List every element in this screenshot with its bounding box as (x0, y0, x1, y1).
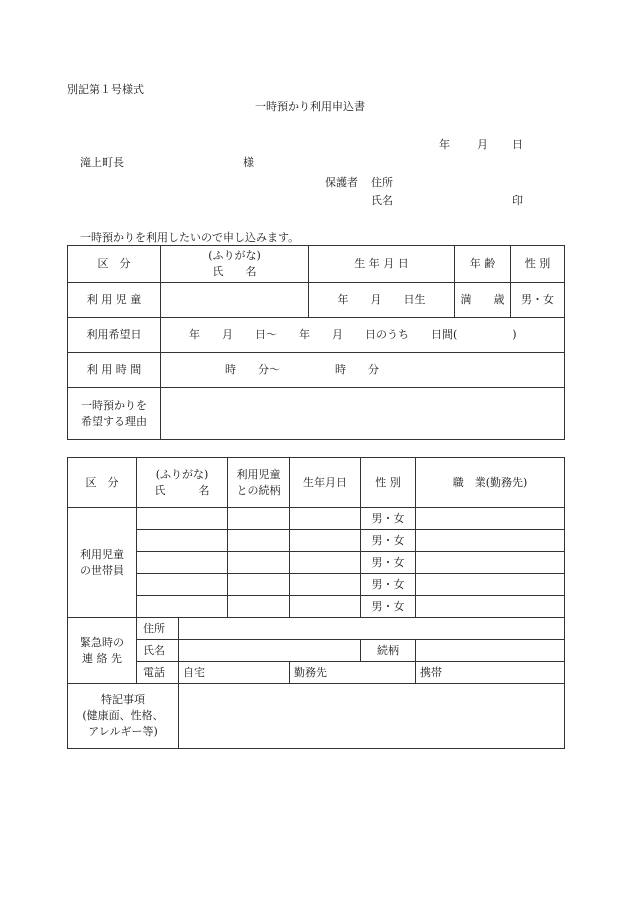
emergency-relation-label: 続柄 (361, 640, 416, 662)
emergency-label-line1: 緊急時の (80, 635, 124, 649)
household-members-label (68, 508, 137, 618)
emergency-label-line2: 連 絡 先 (82, 651, 122, 665)
usage-time-label: 利 用 時 間 (68, 353, 161, 388)
household-label-line1: 利用児童 (80, 547, 124, 561)
member-occupation-field[interactable] (416, 530, 565, 552)
honorific: 様 (243, 156, 254, 169)
occupation-header: 職 業(勤務先) (416, 458, 565, 508)
notes-label-line3: アレルギー等) (88, 724, 158, 738)
member-birthdate-field[interactable] (290, 552, 361, 574)
member-name-field[interactable] (137, 596, 228, 618)
member-relation-field[interactable] (228, 574, 290, 596)
emergency-phone-label: 電話 (137, 662, 179, 684)
guardian-label: 保護者 (325, 176, 358, 189)
emergency-name-label: 氏名 (137, 640, 179, 662)
member-sex-field[interactable]: 男・女 (361, 508, 416, 530)
name-header (161, 246, 309, 283)
member-sex-field[interactable]: 男・女 (361, 596, 416, 618)
member-occupation-field[interactable] (416, 574, 565, 596)
form-number: 別記第１号様式 (67, 83, 144, 96)
child-age-field[interactable]: 満 歳 (455, 283, 511, 318)
birthdate-header: 生 年 月 日 (309, 246, 455, 283)
member-birthdate-field[interactable] (290, 574, 361, 596)
category-header: 区 分 (68, 246, 161, 283)
member-occupation-field[interactable] (416, 552, 565, 574)
child-row-label: 利 用 児 童 (68, 283, 161, 318)
name-header-2 (137, 458, 228, 508)
member-name-field[interactable] (137, 552, 228, 574)
reason-label-line2: 希望する理由 (81, 414, 147, 428)
sex-header: 性 別 (511, 246, 565, 283)
notes-label-line1: 特記事項 (101, 693, 145, 707)
date-day: 日 (512, 138, 523, 151)
guardian-name-label: 氏名 (371, 194, 393, 207)
member-occupation-field[interactable] (416, 508, 565, 530)
member-relation-field[interactable] (228, 508, 290, 530)
member-relation-field[interactable] (228, 552, 290, 574)
child-sex-field[interactable]: 男・女 (511, 283, 565, 318)
member-name-field[interactable] (137, 508, 228, 530)
name-label: 氏 名 (212, 265, 257, 278)
date-year: 年 (439, 138, 450, 151)
child-info-table (67, 245, 565, 440)
furigana-label: (ふりがな) (208, 249, 261, 263)
special-notes-label (68, 684, 179, 749)
member-sex-field[interactable]: 男・女 (361, 574, 416, 596)
reason-field[interactable] (161, 388, 565, 440)
date-month: 月 (477, 138, 488, 151)
member-name-field[interactable] (137, 530, 228, 552)
relation-header (228, 458, 290, 508)
child-birthdate-field[interactable]: 年 月 日生 (309, 283, 455, 318)
work-phone-field[interactable]: 勤務先 (290, 662, 416, 684)
special-notes-field[interactable] (179, 684, 565, 749)
usage-time-field[interactable]: 時 分～ 時 分 (161, 353, 565, 388)
relation-header-line2: との続柄 (236, 483, 281, 497)
furigana-label-2: (ふりがな) (155, 467, 209, 481)
emergency-name-field[interactable] (179, 640, 361, 662)
mobile-phone-field[interactable]: 携帯 (416, 662, 565, 684)
category-header-2: 区 分 (68, 458, 137, 508)
application-statement: 一時預かりを利用したいので申し込みます。 (80, 231, 300, 244)
member-occupation-field[interactable] (416, 596, 565, 618)
name-label-2: 氏 名 (154, 483, 210, 497)
relation-header-line1: 利用児童 (236, 467, 281, 481)
member-birthdate-field[interactable] (290, 596, 361, 618)
sex-header-2: 性 別 (361, 458, 416, 508)
member-birthdate-field[interactable] (290, 508, 361, 530)
member-birthdate-field[interactable] (290, 530, 361, 552)
household-label-line2: の世帯員 (80, 563, 124, 577)
desired-date-label: 利用希望日 (68, 318, 161, 353)
member-relation-field[interactable] (228, 530, 290, 552)
addressee: 滝上町長 (80, 156, 124, 169)
member-sex-field[interactable]: 男・女 (361, 552, 416, 574)
member-sex-field[interactable]: 男・女 (361, 530, 416, 552)
desired-date-field[interactable]: 年 月 日～ 年 月 日のうち 日間( ) (161, 318, 565, 353)
birthdate-header-2: 生年月日 (290, 458, 361, 508)
reason-label (68, 388, 161, 440)
member-name-field[interactable] (137, 574, 228, 596)
emergency-address-label: 住所 (137, 618, 179, 640)
guardian-address-label: 住所 (371, 176, 393, 189)
child-name-field[interactable] (161, 283, 309, 318)
notes-label-line2: (健康面、性格、 (82, 709, 164, 723)
emergency-relation-field[interactable] (416, 640, 565, 662)
page-title: 一時預かり利用申込書 (255, 100, 365, 113)
age-header: 年 齢 (455, 246, 511, 283)
household-table (67, 457, 565, 749)
emergency-address-field[interactable] (179, 618, 565, 640)
seal-mark: 印 (512, 194, 523, 207)
reason-label-line1: 一時預かりを (81, 398, 147, 412)
emergency-contact-label (68, 618, 137, 684)
member-relation-field[interactable] (228, 596, 290, 618)
home-phone-field[interactable]: 自宅 (179, 662, 290, 684)
